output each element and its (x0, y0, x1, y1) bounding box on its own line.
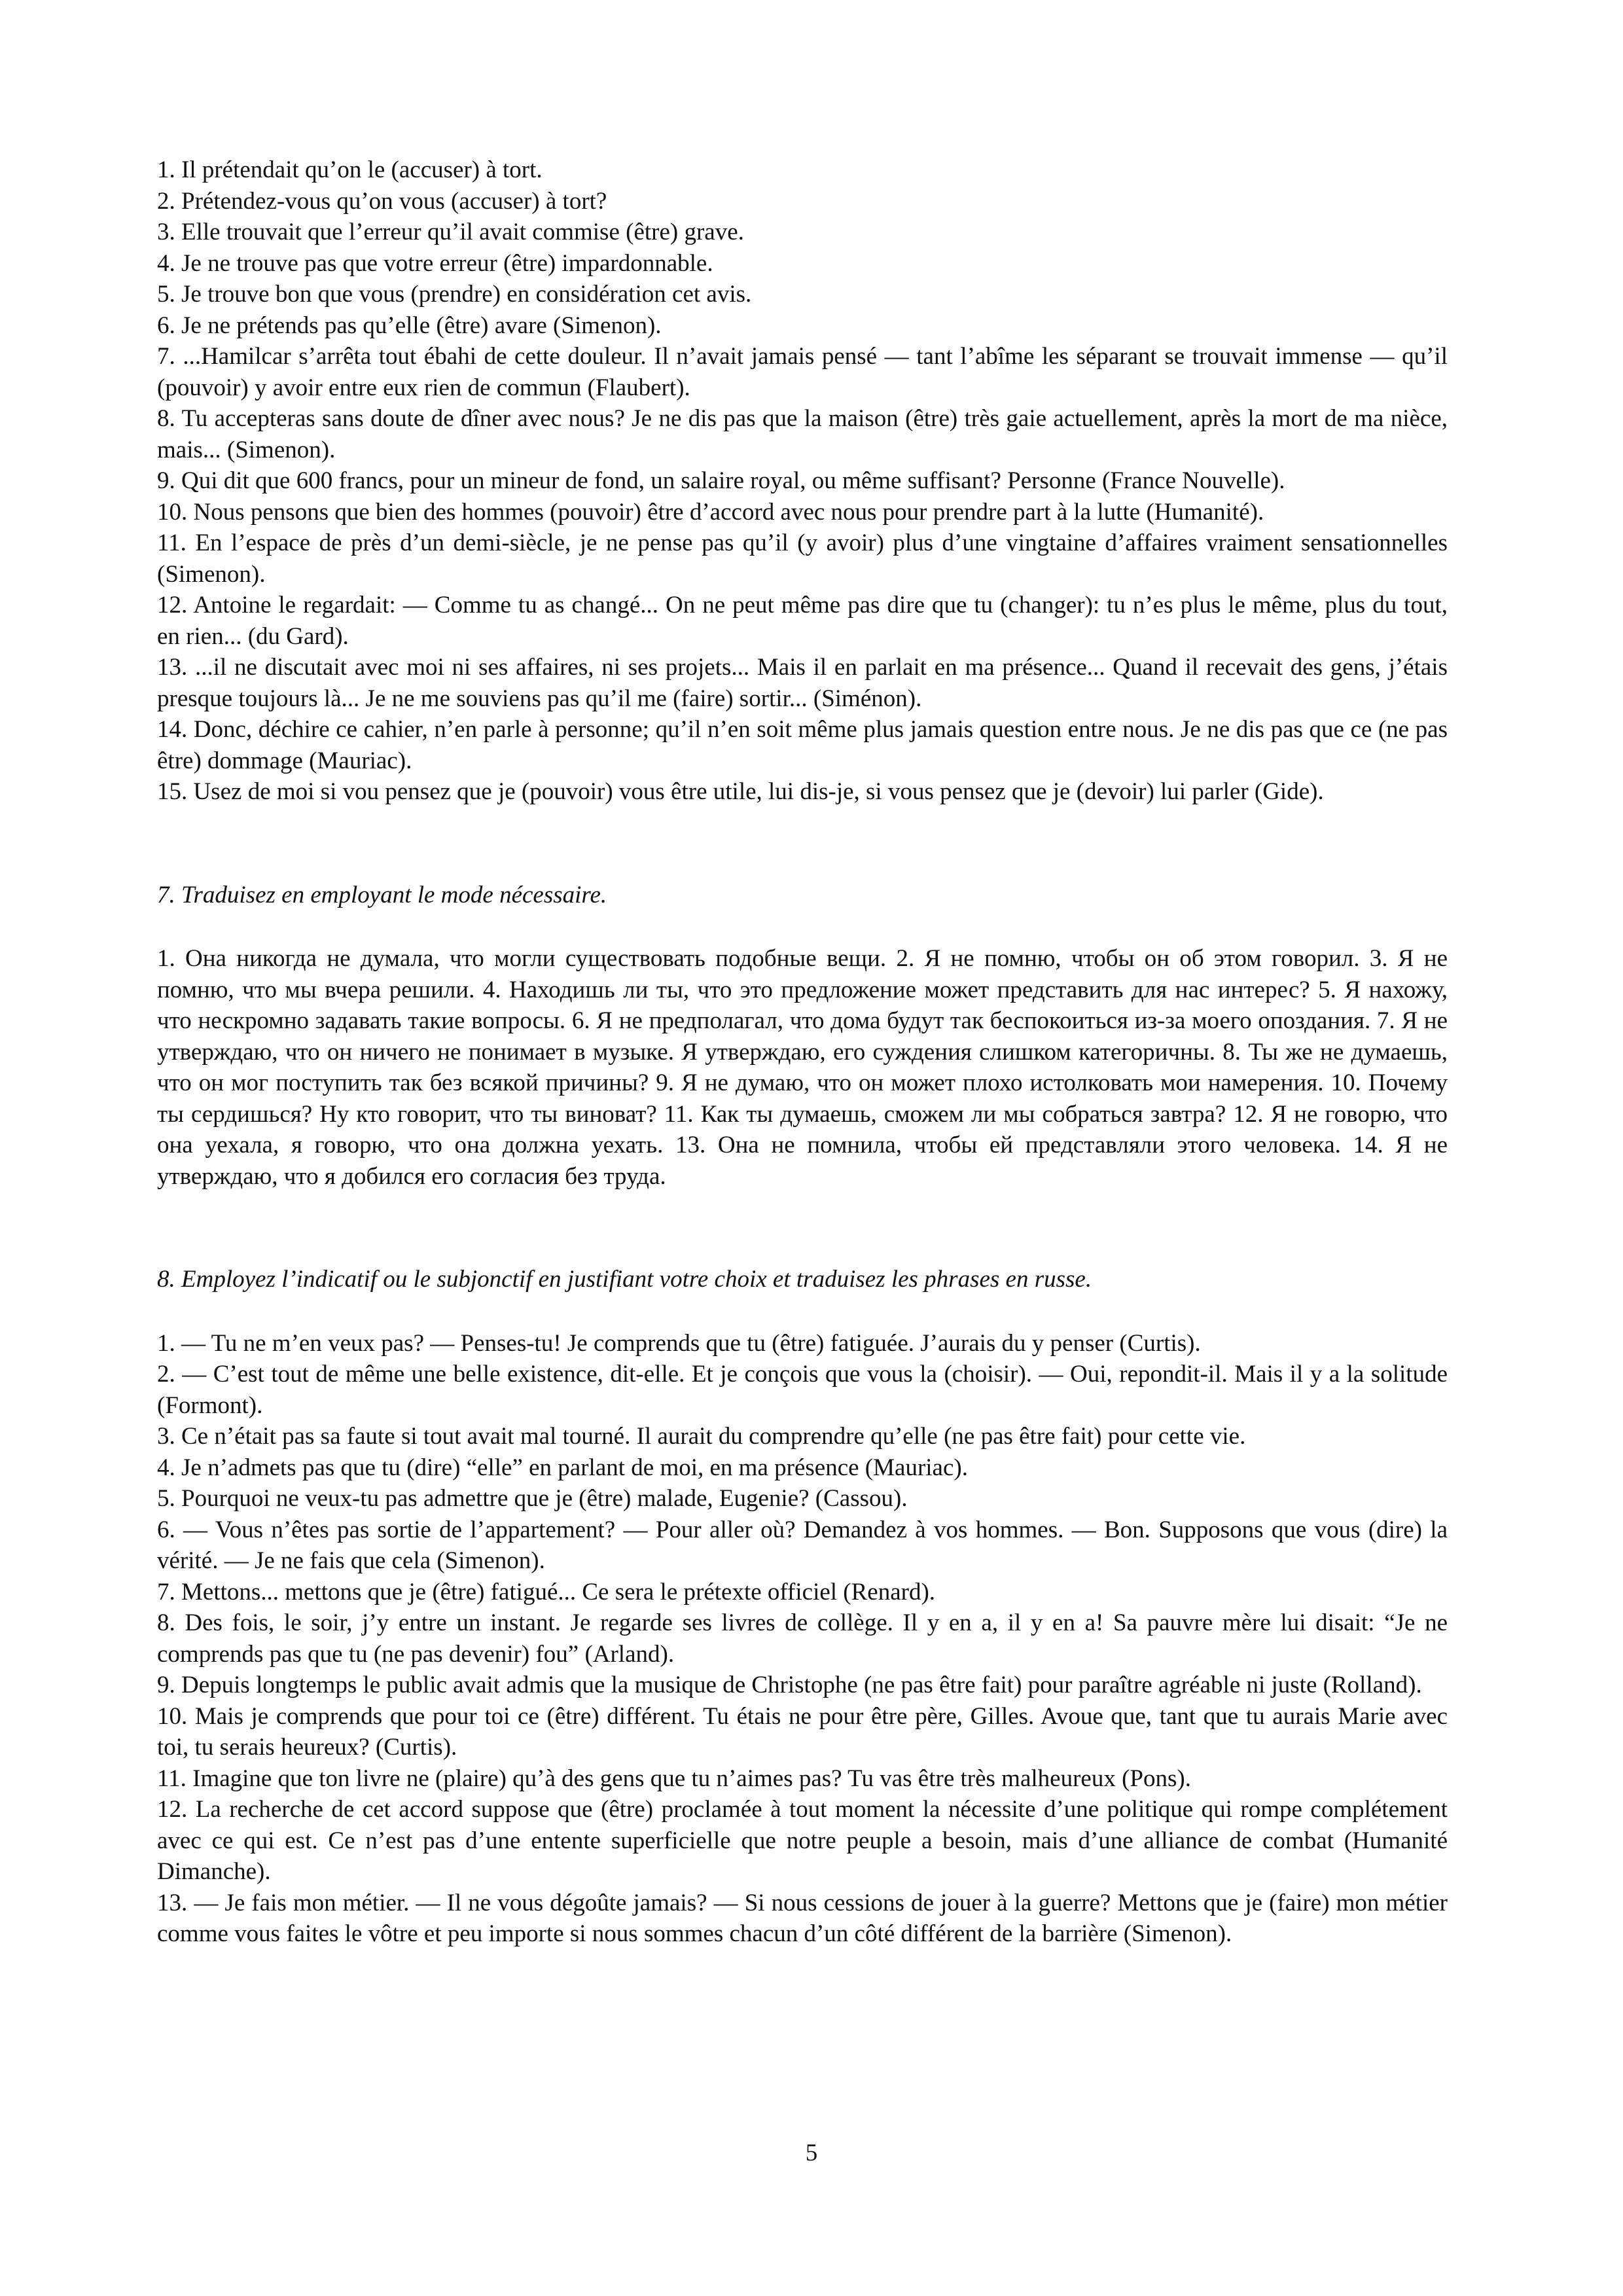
exercise-6-item: 4. Je ne trouve pas que votre erreur (être) impardonnable. (157, 249, 713, 277)
exercise-8-item: 11. Imagine que ton livre ne (plaire) qu’à des gens que tu n’aimes pas? Tu vas être très malheureux (Pons). (157, 1765, 1191, 1792)
exercise-6-item: 15. Usez de moi si vou pensez que je (pouvoir) vous être utile, lui dis-je, si vous pensez que je (devoir) lui parler (Gide). (157, 778, 1324, 805)
exercise-8-heading: 8. Employez l’indicatif ou le subjonctif en justifiant votre choix et traduisez les phrases en russe. (157, 1266, 1092, 1293)
exercise-8-item: 6. — Vous n’êtes pas sortie de l’appartement? — Pour aller où? Demandez à vos hommes. — Bon. Supposons que vous (dire) la vérité. — Je ne fais que cela (Simenon). (157, 1516, 1448, 1574)
exercise-6-item: 11. En l’espace de près d’un demi-siècle, je ne pense pas qu’il (y avoir) plus d’une vingtaine d’affaires vraiment sensationnelles (Simenon). (157, 529, 1448, 588)
exercise-6-item: 14. Donc, déchire ce cahier, n’en parle à personne; qu’il n’en soit même plus jamais question entre nous. Je ne dis pas que ce (ne pas être) dommage (Mauriac). (157, 716, 1448, 774)
exercise-6-item: 9. Qui dit que 600 francs, pour un mineur de fond, un salaire royal, ou même suffisant? Personne (France Nouvelle). (157, 467, 1285, 494)
exercise-7-paragraph: 1. Она никогда не думала, что могли существовать подобные вещи. 2. Я не помню, чтобы он об этом говорил. 3. Я не помню, что мы вчера решили. 4. Находишь ли ты, что это предложение может представить для нас интерес? 5. Я нахожу, что нескромно задавать такие вопросы. 6. Я не предполагал, что дома будут так беспокоиться из-за моего опоздания. 7. Я не утверждаю, что он ничего не понимает в музыке. Я утверждаю, его суждения слишком категоричны. 8. Ты же не думаешь, что он мог поступить так без всякой причины? 9. Я не думаю, что он может плохо истолковать мои намерения. 10. Почему ты сердишься? Ну кто говорит, что ты виноват? 11. Как ты думаешь, сможем ли мы собраться завтра? 12. Я не говорю, что она уехала, я говорю, что она должна уехать. 13. Она не помнила, чтобы ей представляли этого человека. 14. Я не утверждаю, что я добился его согласия без труда. (157, 945, 1448, 1190)
exercise-8-item: 3. Ce n’était pas sa faute si tout avait mal tourné. Il aurait du comprendre qu’elle (ne pas être fait) pour cette vie. (157, 1423, 1246, 1450)
exercise-8-item: 2. — C’est tout de même une belle existence, dit-elle. Et je conçois que vous la (choisir). — Oui, repondit-il. Mais il y a la solitude (Formont). (157, 1361, 1448, 1419)
exercise-8-item: 10. Mais je comprends que pour toi ce (être) différent. Tu étais ne pour être père, Gilles. Avoue que, tant que tu aurais Marie avec toi, tu serais heureux? (Curtis). (157, 1702, 1448, 1761)
exercise-8-item: 1. — Tu ne m’en veux pas? — Penses-tu! Je comprends que tu (être) fatiguée. J’aurais du y penser (Curtis). (157, 1329, 1201, 1357)
exercise-6-item: 8. Tu accepteras sans doute de dîner avec nous? Je ne dis pas que la maison (être) très gaie actuellement, après la mort de ma nièce, mais... (Simenon). (157, 405, 1448, 463)
exercise-8-item: 9. Depuis longtemps le public avait admis que la musique de Christophe (ne pas être fait) pour paraître agréable ni juste (Rolland). (157, 1672, 1422, 1698)
exercise-6-item: 13. ...il ne discutait avec moi ni ses affaires, ni ses projets... Mais il en parlait en ma présence... Quand il recevait des gens, j’étais presque toujours là... Je ne me souviens pas qu’il me (faire) sortir... (Siménon). (157, 654, 1448, 712)
exercise-8-item: 5. Pourquoi ne veux-tu pas admettre que je (être) malade, Eugenie? (Cassou). (157, 1485, 908, 1512)
exercise-6-item: 10. Nous pensons que bien des hommes (pouvoir) être d’accord avec nous pour prendre part à la lutte (Humanité). (157, 498, 1264, 526)
page-content (157, 154, 1448, 1950)
exercise-7-heading: 7. Traduisez en employant le mode nécessaire. (157, 881, 607, 908)
exercise-6-item: 2. Prétendez-vous qu’on vous (accuser) à tort? (157, 187, 607, 215)
exercise-8-item: 12. La recherche de cet accord suppose que (être) proclamée à tout moment la nécessite d’une politique qui rompe complétement avec ce qui est. Ce n’est pas d’une entente superficielle que notre peuple a besoin, mais d’une alliance de combat (Humanité Dimanche). (157, 1796, 1448, 1885)
exercise-8-item: 8. Des fois, le soir, j’y entre un instant. Je regarde ses livres de collège. Il y en a, il y en a! Sa pauvre mère lui disait: “Je ne comprends pas que tu (ne pas devenir) fou” (Arland). (157, 1609, 1448, 1668)
exercise-6-item: 5. Je trouve bon que vous (prendre) en considération cet avis. (157, 281, 752, 308)
page-number: 5 (805, 2140, 818, 2166)
exercise-6-item: 1. Il prétendait qu’on le (accuser) à tort. (157, 156, 543, 183)
section-spacer (157, 1192, 1448, 1264)
exercise-6-item: 6. Je ne prétends pas qu’elle (être) avare (Simenon). (157, 312, 662, 339)
section-spacer (157, 808, 1448, 880)
exercise-6-item: 3. Elle trouvait que l’erreur qu’il avait commise (être) grave. (157, 219, 744, 245)
exercise-6-item: 12. Antoine le regardait: — Comme tu as changé... On ne peut même pas dire que tu (changer): tu n’es plus le même, plus du tout, en rien... (du Gard). (157, 592, 1448, 650)
exercise-8-item: 4. Je n’admets pas que tu (dire) “elle” en parlant de moi, en ma présence (Mauriac). (157, 1454, 968, 1481)
exercise-8-item: 7. Mettons... mettons que je (être) fatigué... Ce sera le prétexte officiel (Renard). (157, 1578, 936, 1605)
exercise-6-list (157, 154, 1448, 808)
exercise-6-item: 7. ...Hamilcar s’arrêta tout ébahi de cette douleur. Il n’avait jamais pensé — tant l’abîme les séparant se trouvait immense — qu’il (pouvoir) y avoir entre eux rien de commun (Flaubert). (157, 343, 1448, 401)
exercise-8-item: 13. — Je fais mon métier. — Il ne vous dégoûte jamais? — Si nous cessions de jouer à la guerre? Mettons que je (faire) mon métier comme vous faites le vôtre et peu importe si nous sommes chacun d’un côté différent de la barrière (Simenon). (157, 1889, 1448, 1947)
exercise-8-list (157, 1328, 1448, 1950)
